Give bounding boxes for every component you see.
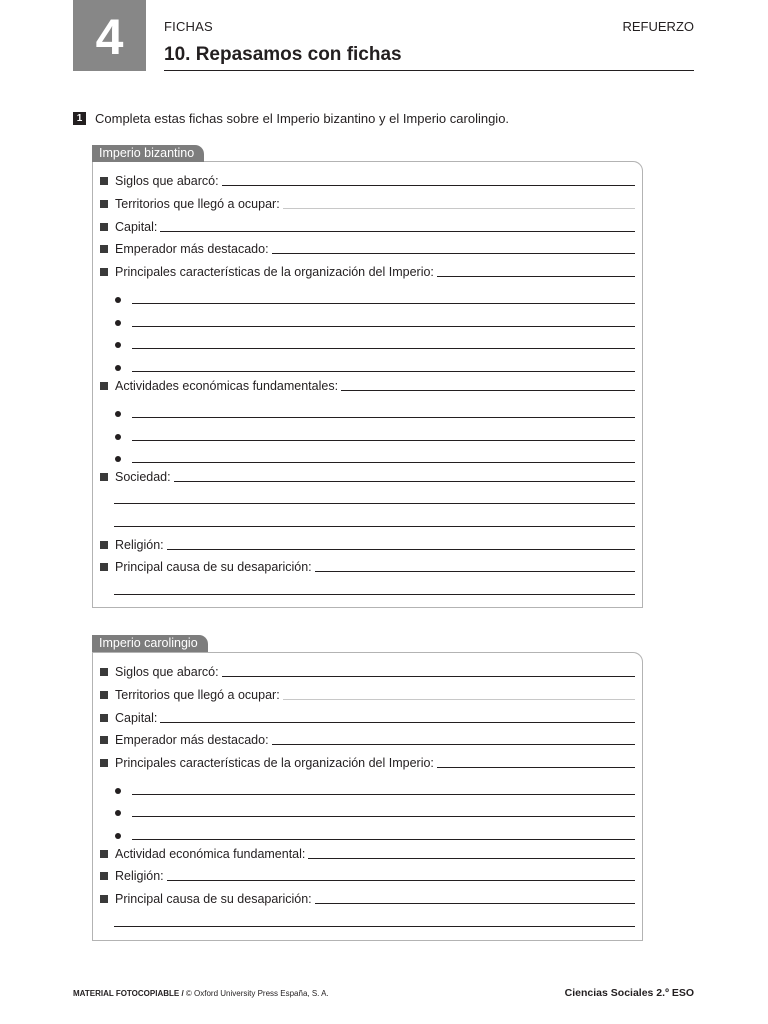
answer-line[interactable] [174,481,635,482]
footer-photocopy-label: MATERIAL FOTOCOPIABLE / [73,989,184,998]
dot-bullet-icon [115,833,121,839]
square-bullet-icon [100,245,108,253]
square-bullet-icon [100,736,108,744]
answer-line[interactable] [114,526,635,527]
square-bullet-icon [100,668,108,676]
field-capital-bizantino [99,218,635,234]
answer-line[interactable] [132,348,635,349]
answer-line[interactable] [222,185,635,186]
dot-bullet-icon [115,297,121,303]
answer-line[interactable] [272,744,635,745]
square-bullet-icon [100,759,108,767]
field-actividad-carolingio [99,845,635,861]
field-label: Siglos que abarcó: [115,174,219,188]
footer-subject: Ciencias Sociales 2.º ESO [564,987,694,999]
field-label: Principal causa de su desaparición: [115,892,312,906]
field-religion-carolingio [99,867,635,883]
answer-line[interactable] [167,549,635,550]
field-emperador-bizantino [99,240,635,256]
exercise-text: Completa estas fichas sobre el Imperio bizantino y el Imperio carolingio. [95,111,510,126]
footer-copyright [73,989,329,998]
bullet-line [99,290,635,306]
answer-line[interactable] [308,858,635,859]
field-label: Emperador más destacado: [115,242,269,256]
bullet-line [99,449,635,465]
answer-line[interactable] [132,816,635,817]
square-bullet-icon [100,382,108,390]
field-label: Territorios que llegó a ocupar: [115,688,280,702]
card-tab-carolingio: Imperio carolingio [92,635,208,652]
field-label: Religión: [115,538,164,552]
field-territorios-carolingio [99,686,635,702]
bullet-line [99,313,635,329]
square-bullet-icon [100,200,108,208]
square-bullet-icon [100,541,108,549]
field-territorios-bizantino [99,195,635,211]
field-label: Actividades económicas fundamentales: [115,379,339,393]
square-bullet-icon [100,895,108,903]
answer-line[interactable] [283,208,635,209]
field-label: Principal causa de su desaparición: [115,560,312,574]
field-label: Principales características de la organización del Imperio: [115,265,434,279]
answer-line[interactable] [283,699,635,700]
answer-line[interactable] [132,326,635,327]
field-sociedad-bizantino [99,468,635,484]
answer-line[interactable] [132,794,635,795]
answer-line[interactable] [132,303,635,304]
continuation-line [114,581,635,597]
field-label: Emperador más destacado: [115,733,269,747]
exercise-instruction [73,111,509,126]
answer-line[interactable] [272,253,635,254]
answer-line[interactable] [315,903,635,904]
exercise-number: 1 [73,112,86,125]
field-organizacion-carolingio [99,754,635,770]
page-title: 10. Repasamos con fichas [164,44,402,65]
answer-line[interactable] [160,722,635,723]
answer-line[interactable] [437,276,635,277]
answer-line[interactable] [437,767,635,768]
field-label: Siglos que abarcó: [115,665,219,679]
field-label: Actividad económica fundamental: [115,847,306,861]
dot-bullet-icon [115,320,121,326]
continuation-line [114,913,635,929]
footer-publisher: © Oxford University Press España, S. A. [183,989,329,998]
field-label: Capital: [115,220,158,234]
dot-bullet-icon [115,434,121,440]
card-tab-bizantino: Imperio bizantino [92,145,204,162]
level-label: REFUERZO [622,19,694,34]
answer-line[interactable] [132,462,635,463]
answer-line[interactable] [167,880,635,881]
field-label: Capital: [115,711,158,725]
answer-line[interactable] [114,926,635,927]
section-label: FICHAS [164,19,213,34]
answer-line[interactable] [132,440,635,441]
bullet-line [99,358,635,374]
square-bullet-icon [100,850,108,858]
field-label: Religión: [115,869,164,883]
square-bullet-icon [100,691,108,699]
field-siglos-bizantino [99,172,635,188]
answer-line[interactable] [315,571,635,572]
unit-number-badge: 4 [73,0,146,71]
bullet-line [99,826,635,842]
field-siglos-carolingio [99,663,635,679]
square-bullet-icon [100,268,108,276]
square-bullet-icon [100,714,108,722]
dot-bullet-icon [115,456,121,462]
answer-line[interactable] [132,371,635,372]
continuation-line [114,490,635,506]
field-actividades-bizantino [99,377,635,393]
field-label: Sociedad: [115,470,171,484]
square-bullet-icon [100,872,108,880]
square-bullet-icon [100,177,108,185]
square-bullet-icon [100,473,108,481]
answer-line[interactable] [132,417,635,418]
answer-line[interactable] [132,839,635,840]
field-organizacion-bizantino [99,263,635,279]
dot-bullet-icon [115,342,121,348]
bullet-line [99,781,635,797]
square-bullet-icon [100,563,108,571]
square-bullet-icon [100,223,108,231]
answer-line[interactable] [222,676,635,677]
dot-bullet-icon [115,810,121,816]
header-divider [164,70,694,71]
answer-line[interactable] [160,231,635,232]
bullet-line [99,427,635,443]
dot-bullet-icon [115,411,121,417]
field-religion-bizantino [99,536,635,552]
field-label: Principales características de la organización del Imperio: [115,756,434,770]
field-capital-carolingio [99,709,635,725]
field-desaparicion-carolingio [99,890,635,906]
continuation-line [114,513,635,529]
field-label: Territorios que llegó a ocupar: [115,197,280,211]
answer-line[interactable] [114,503,635,504]
field-emperador-carolingio [99,731,635,747]
answer-line[interactable] [114,594,635,595]
field-desaparicion-bizantino [99,558,635,574]
answer-line[interactable] [341,390,635,391]
bullet-line [99,803,635,819]
bullet-line [99,404,635,420]
bullet-line [99,335,635,351]
dot-bullet-icon [115,788,121,794]
dot-bullet-icon [115,365,121,371]
